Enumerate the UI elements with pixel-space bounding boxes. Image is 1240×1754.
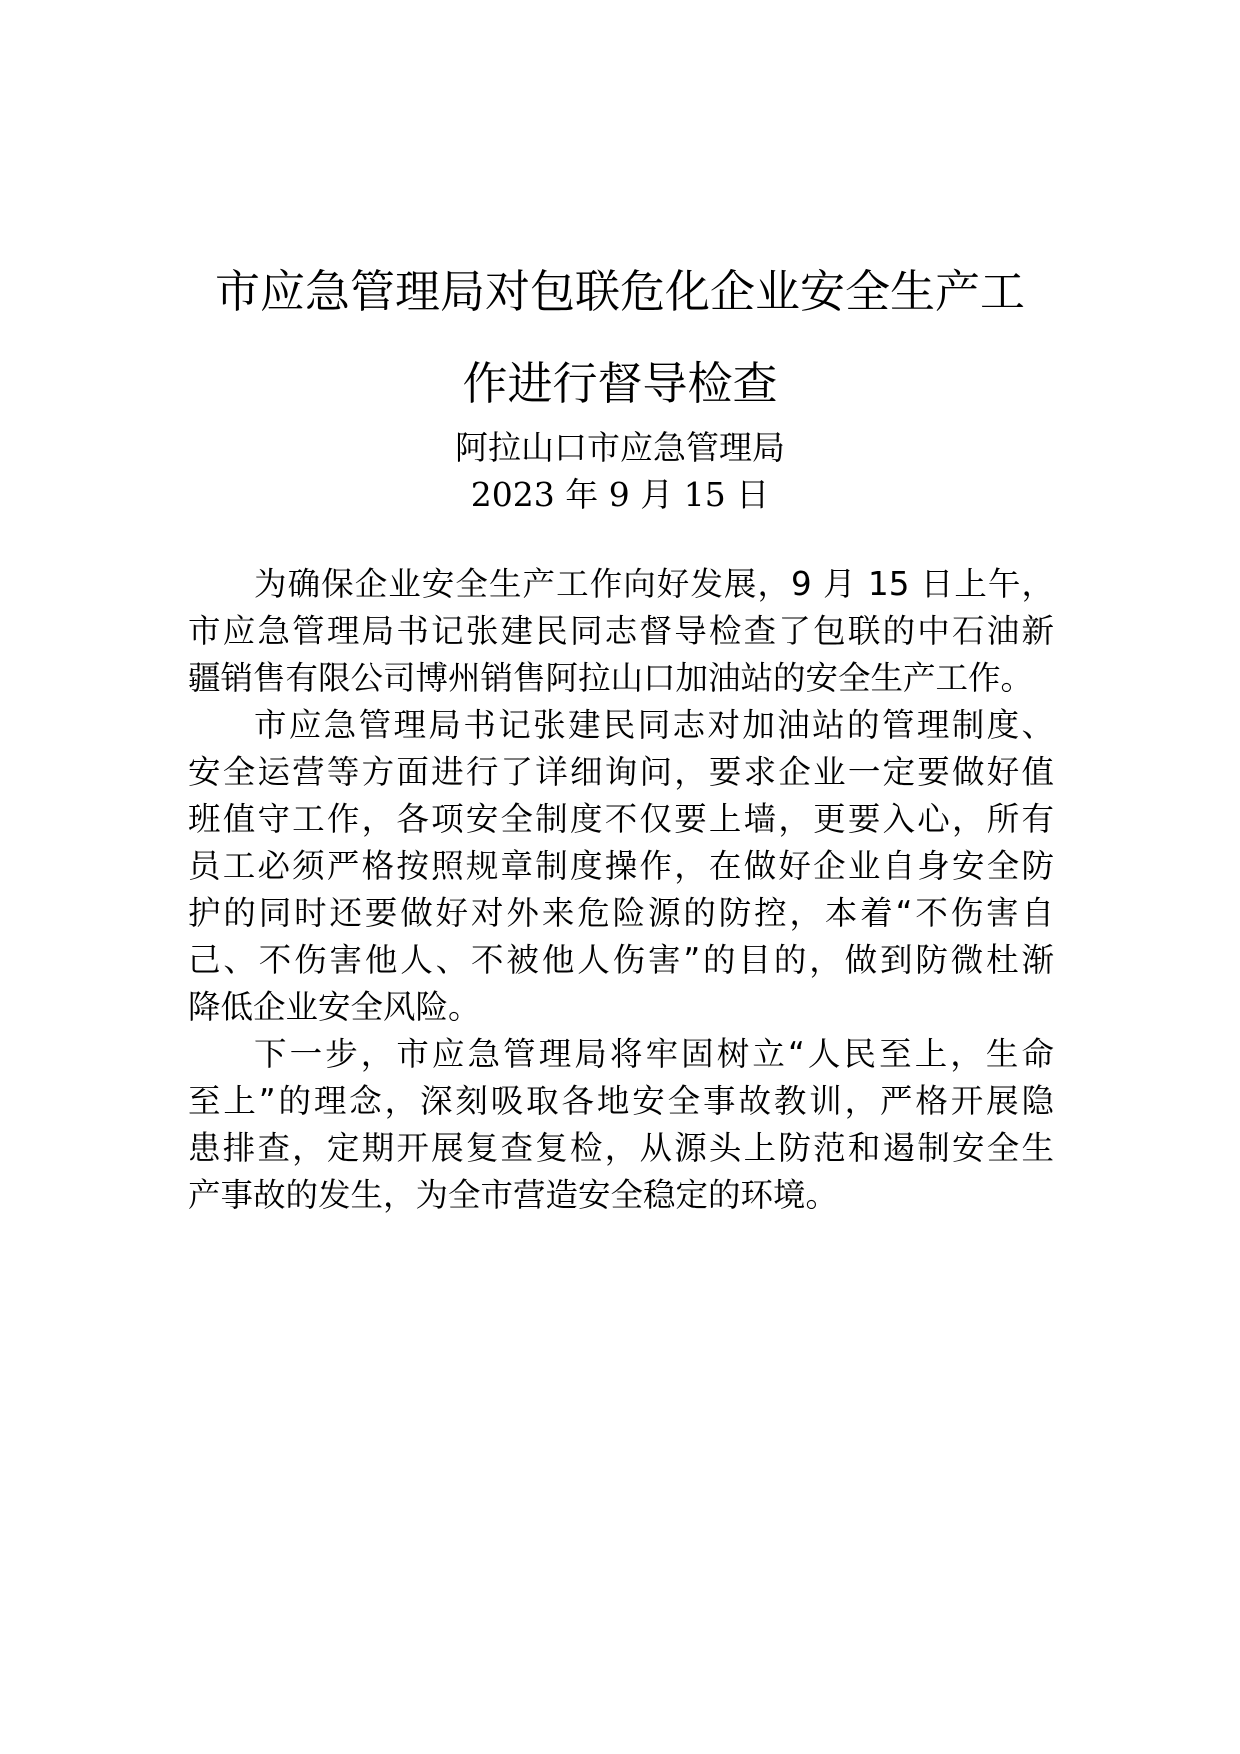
paragraph-3-line-2: 至上”的理念，深刻吸取各地安全事故教训，严格开展隐	[188, 1082, 1054, 1120]
document-date: 2023 年 9 月 15 日	[470, 475, 770, 514]
paragraph-3-line-3: 患排查，定期开展复查复检，从源头上防范和遏制安全生	[188, 1129, 1054, 1167]
paragraph-3	[188, 1031, 1054, 1219]
document-body	[188, 561, 1054, 1219]
paragraph-2-line-2: 安全运营等方面进行了详细询问，要求企业一定要做好值	[188, 753, 1054, 791]
paragraph-2	[188, 702, 1054, 1031]
document-title-line-2: 作进行督导检查	[462, 357, 778, 410]
paragraph-1-line-2: 市应急管理局书记张建民同志督导检查了包联的中石油新	[188, 612, 1054, 650]
paragraph-2-line-1: 市应急管理局书记张建民同志对加油站的管理制度、	[254, 706, 1054, 744]
paragraph-2-line-7: 降低企业安全风险。	[188, 988, 481, 1026]
paragraph-1-line-1: 为确保企业安全生产工作向好发展，9 月 15 日上午，	[254, 565, 1054, 603]
paragraph-1-line-3: 疆销售有限公司博州销售阿拉山口加油站的安全生产工作。	[188, 659, 1034, 697]
paragraph-3-line-1: 下一步，市应急管理局将牢固树立“人民至上，生命	[254, 1035, 1054, 1073]
paragraph-2-line-6: 己、不伤害他人、不被他人伤害”的目的，做到防微杜渐	[188, 941, 1054, 979]
paragraph-2-line-4: 员工必须严格按照规章制度操作，在做好企业自身安全防	[188, 847, 1054, 885]
paragraph-2-line-5: 护的同时还要做好对外来危险源的防控，本着“不伤害自	[188, 894, 1054, 932]
document-author: 阿拉山口市应急管理局	[455, 428, 785, 467]
paragraph-2-line-3: 班值守工作，各项安全制度不仅要上墙，更要入心，所有	[188, 800, 1054, 838]
paragraph-1	[188, 561, 1054, 702]
document-title-line-1: 市应急管理局对包联危化企业安全生产工	[214, 265, 1025, 318]
paragraph-3-line-4: 产事故的发生，为全市营造安全稳定的环境。	[188, 1176, 839, 1214]
